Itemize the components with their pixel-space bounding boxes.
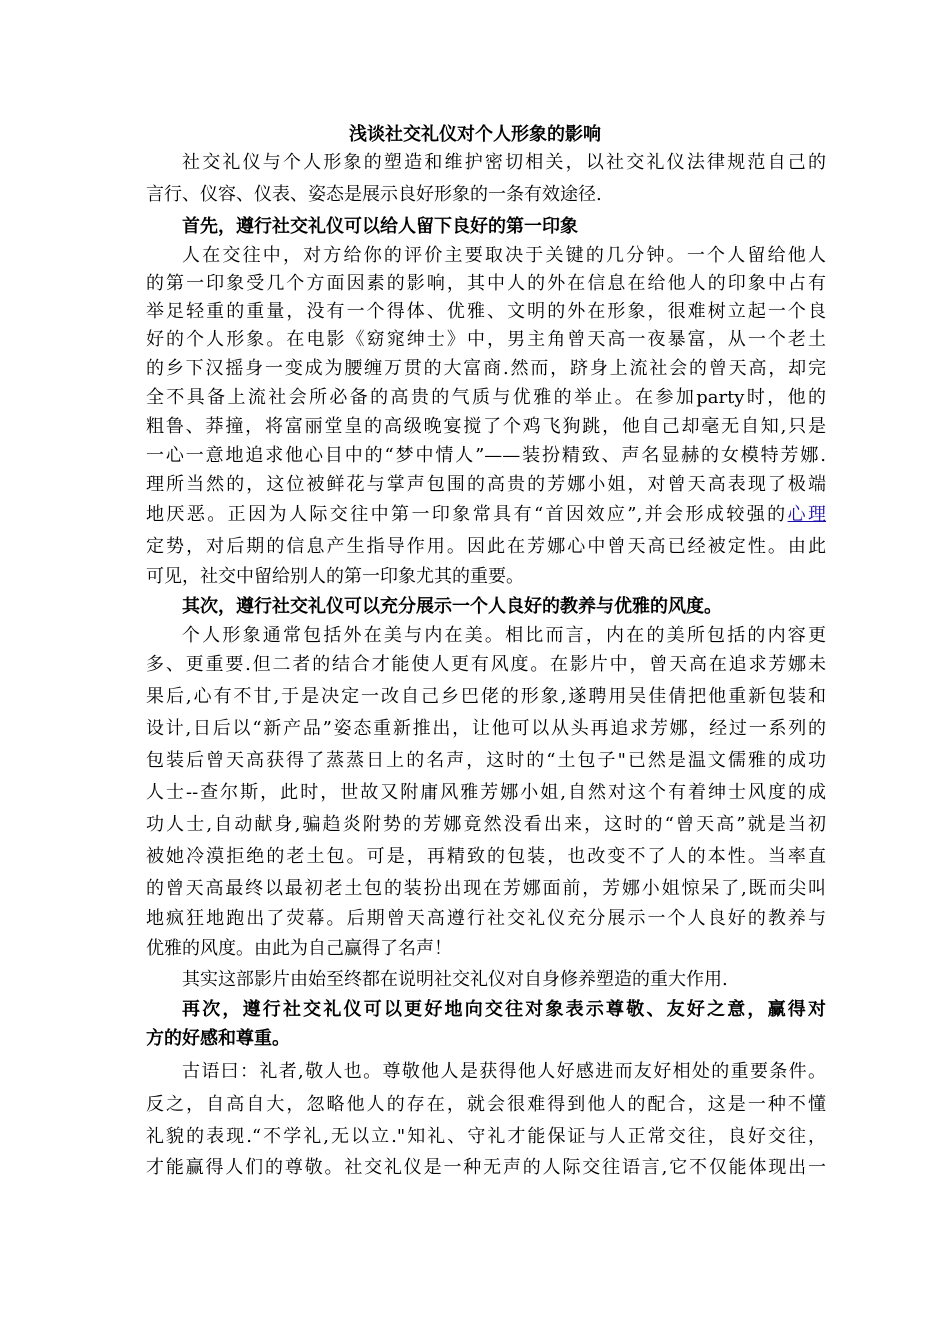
para1-line-7: 粗鲁、莽撞，将富丽堂皇的高级晚宴搅了个鸡飞狗跳，他自己却毫无自知,只是: [146, 416, 826, 437]
para2-line-5: 包装后曾天高获得了蒸蒸日上的名声，这时的“土包子"已然是温文儒雅的成功: [146, 750, 826, 771]
para2-line-11: 优雅的风度。由此为自己赢得了名声！: [146, 938, 452, 959]
para2-line-9: 的曾天高最终以最初老土包的装扮出现在芳娜面前，芳娜小姐惊呆了,既而尖叫: [146, 878, 826, 899]
para1-line-3: 举足轻重的重量，没有一个得体、优雅、文明的外在形象，很难树立起一个良: [146, 301, 826, 322]
para4-line-2: 反之，自高自大，忽略他人的存在，就会很难得到他人的配合，这是一种不懂: [146, 1094, 826, 1115]
para4-line-3: 礼貌的表现.“不学礼,无以立."知礼、守礼才能保证与人正常交往，良好交往，: [146, 1126, 826, 1147]
para1-line-8: 一心一意地追求他心目中的“梦中情人”——装扮精致、声名显赫的女模特芳娜.: [146, 445, 826, 466]
para1-line-1: 人在交往中，对方给你的评价主要取决于关键的几分钟。一个人留给他人: [182, 245, 826, 266]
para2-line-8: 被她冷漠拒绝的老土包。可是，再精致的包装，也改变不了人的本性。当率直: [146, 846, 826, 867]
intro-line-2: 言行、仪容、仪表、姿态是展示良好形象的一条有效途径.: [146, 184, 602, 205]
section-heading-third-line-1: 再次，遵行社交礼仪可以更好地向交往对象表示尊敬、友好之意，赢得对: [182, 999, 826, 1020]
para1-line-12: 可见，社交中留给别人的第一印象尤其的重要。: [146, 566, 524, 587]
para1-line-10-text: 地厌恶。正因为人际交往中第一印象常具有“首因效应”,并会形成较强的: [146, 504, 788, 525]
para2-line-1: 个人形象通常包括外在美与内在美。相比而言，内在的美所包括的内容更: [182, 625, 826, 646]
para1-line-5: 的乡下汉摇身一变成为腰缠万贯的大富商.然而，跻身上流社会的曾天高，却完: [146, 358, 826, 379]
intro-line-1: 社交礼仪与个人形象的塑造和维护密切相关，以社交礼仪法律规范自己的: [182, 152, 826, 173]
para4-line-4: 才能赢得人们的尊敬。社交礼仪是一种无声的人际交往语言,它不仅能体现出一: [146, 1157, 826, 1178]
para2-line-10: 地疯狂地跑出了荧幕。后期曾天高遵行社交礼仪充分展示一个人良好的教养与: [146, 908, 826, 929]
para1-line-10: [146, 500, 826, 530]
para4-line-1: 古语曰：礼者,敬人也。尊敬他人是获得他人好感进而友好相处的重要条件。: [182, 1061, 826, 1082]
psychology-link[interactable]: 心理: [787, 504, 826, 525]
para3-line-1: 其实这部影片由始至终都在说明社交礼仪对自身修养塑造的重大作用.: [182, 969, 728, 990]
para1-line-9: 理所当然的，这位被鲜花与掌声包围的高贵的芳娜小姐，对曾天高表现了极端: [146, 474, 826, 495]
para1-line-4: 好的个人形象。在电影《窈窕绅士》中，男主角曾天高一夜暴富，从一个老土: [146, 329, 826, 350]
section-heading-third-line-2: 方的好感和尊重。: [146, 1028, 290, 1049]
para2-line-2: 多、更重要.但二者的结合才能使人更有风度。在影片中，曾天高在追求芳娜未: [146, 654, 826, 675]
para1-line-6: 全不具备上流社会所必备的高贵的气质与优雅的举止。在参加party时，他的: [146, 387, 826, 408]
document-title: 浅谈社交礼仪对个人形象的影响: [349, 124, 601, 145]
para2-line-7: 功人士,自动献身,骗趋炎附势的芳娜竟然没看出来，这时的“曾天高”就是当初: [146, 814, 826, 835]
para1-line-11: 定势，对后期的信息产生指导作用。因此在芳娜心中曾天高已经被定性。由此: [146, 536, 826, 557]
para1-line-2: 的第一印象受几个方面因素的影响，其中人的外在信息在给他人的印象中占有: [146, 273, 826, 294]
para2-line-6: 人士--查尔斯，此时，世故又附庸风雅芳娜小姐,自然对这个有着绅士风度的成: [146, 782, 826, 803]
para2-line-4: 设计,日后以“新产品”姿态重新推出，让他可以从头再追求芳娜，经过一系列的: [146, 718, 826, 739]
para2-line-3: 果后,心有不甘,于是决定一改自己乡巴佬的形象,遂聘用吴佳倩把他重新包装和: [146, 686, 826, 707]
section-heading-first: 首先，遵行社交礼仪可以给人留下良好的第一印象: [182, 216, 578, 237]
section-heading-second: 其次，遵行社交礼仪可以充分展示一个人良好的教养与优雅的风度。: [182, 596, 722, 617]
